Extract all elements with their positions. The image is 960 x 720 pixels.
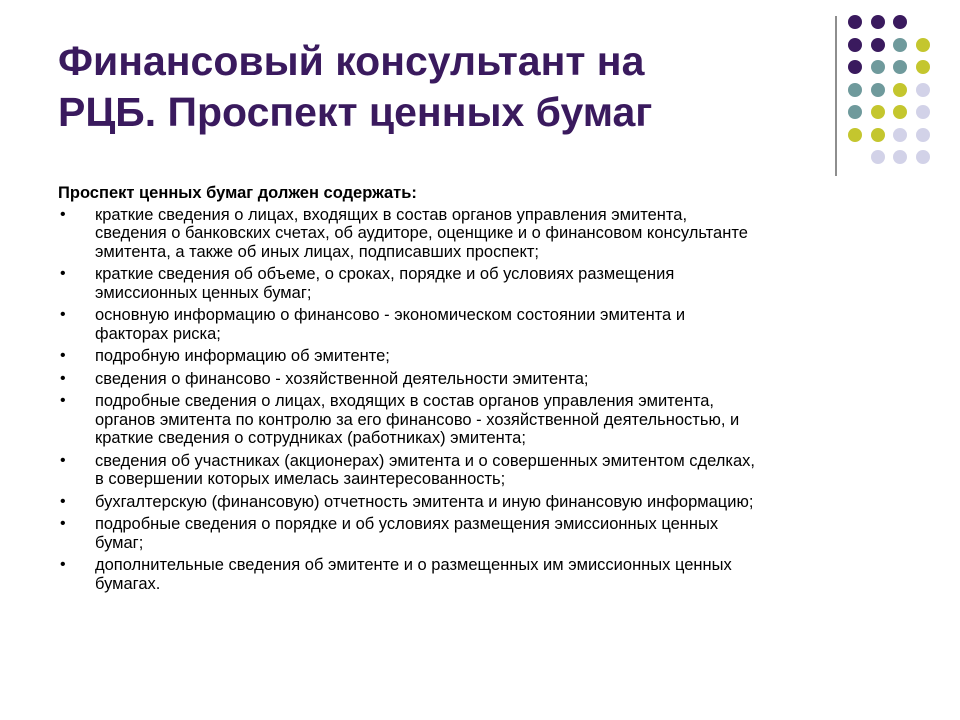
list-item — [58, 206, 918, 262]
decorative-dot — [916, 60, 930, 74]
list-item-text-line: подробную информацию об эмитенте; — [95, 347, 390, 365]
list-item-text-line: в совершении которых имелась заинтересованность; — [95, 470, 506, 488]
list-item-text-line: основную информацию о финансово - экономическом состоянии эмитента и — [95, 306, 686, 324]
list-item — [58, 392, 918, 448]
decorative-dot — [916, 83, 930, 97]
decorative-dot — [848, 128, 862, 142]
decorative-dot — [893, 15, 907, 29]
list-item — [58, 306, 918, 343]
bullet-icon: • — [60, 369, 66, 387]
decorative-dot — [848, 83, 862, 97]
list-item — [58, 265, 918, 302]
decorative-dot — [916, 105, 930, 119]
bullet-icon: • — [60, 492, 66, 510]
list-item-text-line: сведения об участниках (акционерах) эмитента и о совершенных эмитентом сделках, — [95, 451, 756, 470]
list-item-text-line: сведения о банковских счетах, об аудиторе, оценщике и о финансовом консультанте — [95, 224, 748, 242]
bullet-icon: • — [60, 306, 66, 323]
decorative-dot — [871, 105, 885, 119]
decorative-dot — [848, 60, 862, 74]
list-item — [58, 515, 918, 552]
decorative-divider-line — [835, 16, 837, 176]
list-item-text-line: бухгалтерскую (финансовую) отчетность эмитента и иную финансовую информацию; — [95, 492, 754, 511]
list-item — [58, 452, 918, 489]
slide-title-line-2: РЦБ. Проспект ценных бумаг — [58, 89, 653, 135]
decorative-dot — [916, 38, 930, 52]
list-item — [58, 347, 918, 366]
decorative-dot — [871, 83, 885, 97]
decorative-dot — [893, 150, 907, 164]
decorative-dot — [871, 150, 885, 164]
list-item — [58, 370, 918, 389]
list-item-text-line: краткие сведения о лицах, входящих в состав органов управления эмитента, — [95, 205, 688, 224]
bullet-icon: • — [60, 556, 66, 573]
list-item-text-line: дополнительные сведения об эмитенте и о размещенных им эмиссионных ценных — [95, 556, 732, 574]
slide-title-line-1: Финансовый консультант на — [58, 38, 645, 84]
intro-text: Проспект ценных бумаг должен содержать: — [58, 184, 417, 202]
list-item-text-line: краткие сведения об объеме, о сроках, порядке и об условиях размещения — [95, 265, 675, 283]
decorative-dot — [893, 105, 907, 119]
decorative-dot — [916, 150, 930, 164]
list-item-text-line: эмиссионных ценных бумаг; — [95, 283, 312, 302]
bullet-icon: • — [60, 347, 66, 364]
bullet-icon: • — [60, 265, 66, 282]
decorative-dot — [893, 38, 907, 52]
slide-content — [58, 184, 918, 597]
list-item-text-line: сведения о финансово - хозяйственной деятельности эмитента; — [95, 369, 589, 388]
decorative-dot — [893, 128, 907, 142]
decorative-dot — [871, 60, 885, 74]
list-item — [58, 556, 918, 593]
decorative-dot — [871, 38, 885, 52]
bullet-icon: • — [60, 205, 66, 223]
list-item-text-line: бумаг; — [95, 533, 144, 552]
list-item-text-line: бумагах. — [95, 574, 161, 593]
list-item-text-line: органов эмитента по контролю за его финансово - хозяйственной деятельностью, и — [95, 410, 740, 429]
list-item — [58, 493, 918, 512]
decorative-dot — [848, 38, 862, 52]
decorative-dot — [848, 105, 862, 119]
bullet-icon: • — [60, 451, 66, 469]
list-item-text-line: эмитента, а также об иных лицах, подписавших проспект; — [95, 242, 540, 261]
list-item-text-line: подробные сведения о порядке и об условиях размещения эмиссионных ценных — [95, 515, 719, 533]
decorative-dot — [916, 128, 930, 142]
bullet-icon: • — [60, 515, 66, 532]
list-item-text-line: подробные сведения о лицах, входящих в состав органов управления эмитента, — [95, 392, 714, 410]
slide-title — [58, 36, 778, 138]
decorative-dot — [848, 15, 862, 29]
decorative-dot — [871, 128, 885, 142]
decorative-dot — [893, 60, 907, 74]
list-item-text-line: факторах риска; — [95, 324, 221, 343]
decorative-dot — [871, 15, 885, 29]
bullet-list — [58, 206, 918, 594]
decorative-dot — [893, 83, 907, 97]
list-item-text-line: краткие сведения о сотрудниках (работниках) эмитента; — [95, 429, 526, 447]
bullet-icon: • — [60, 392, 66, 409]
